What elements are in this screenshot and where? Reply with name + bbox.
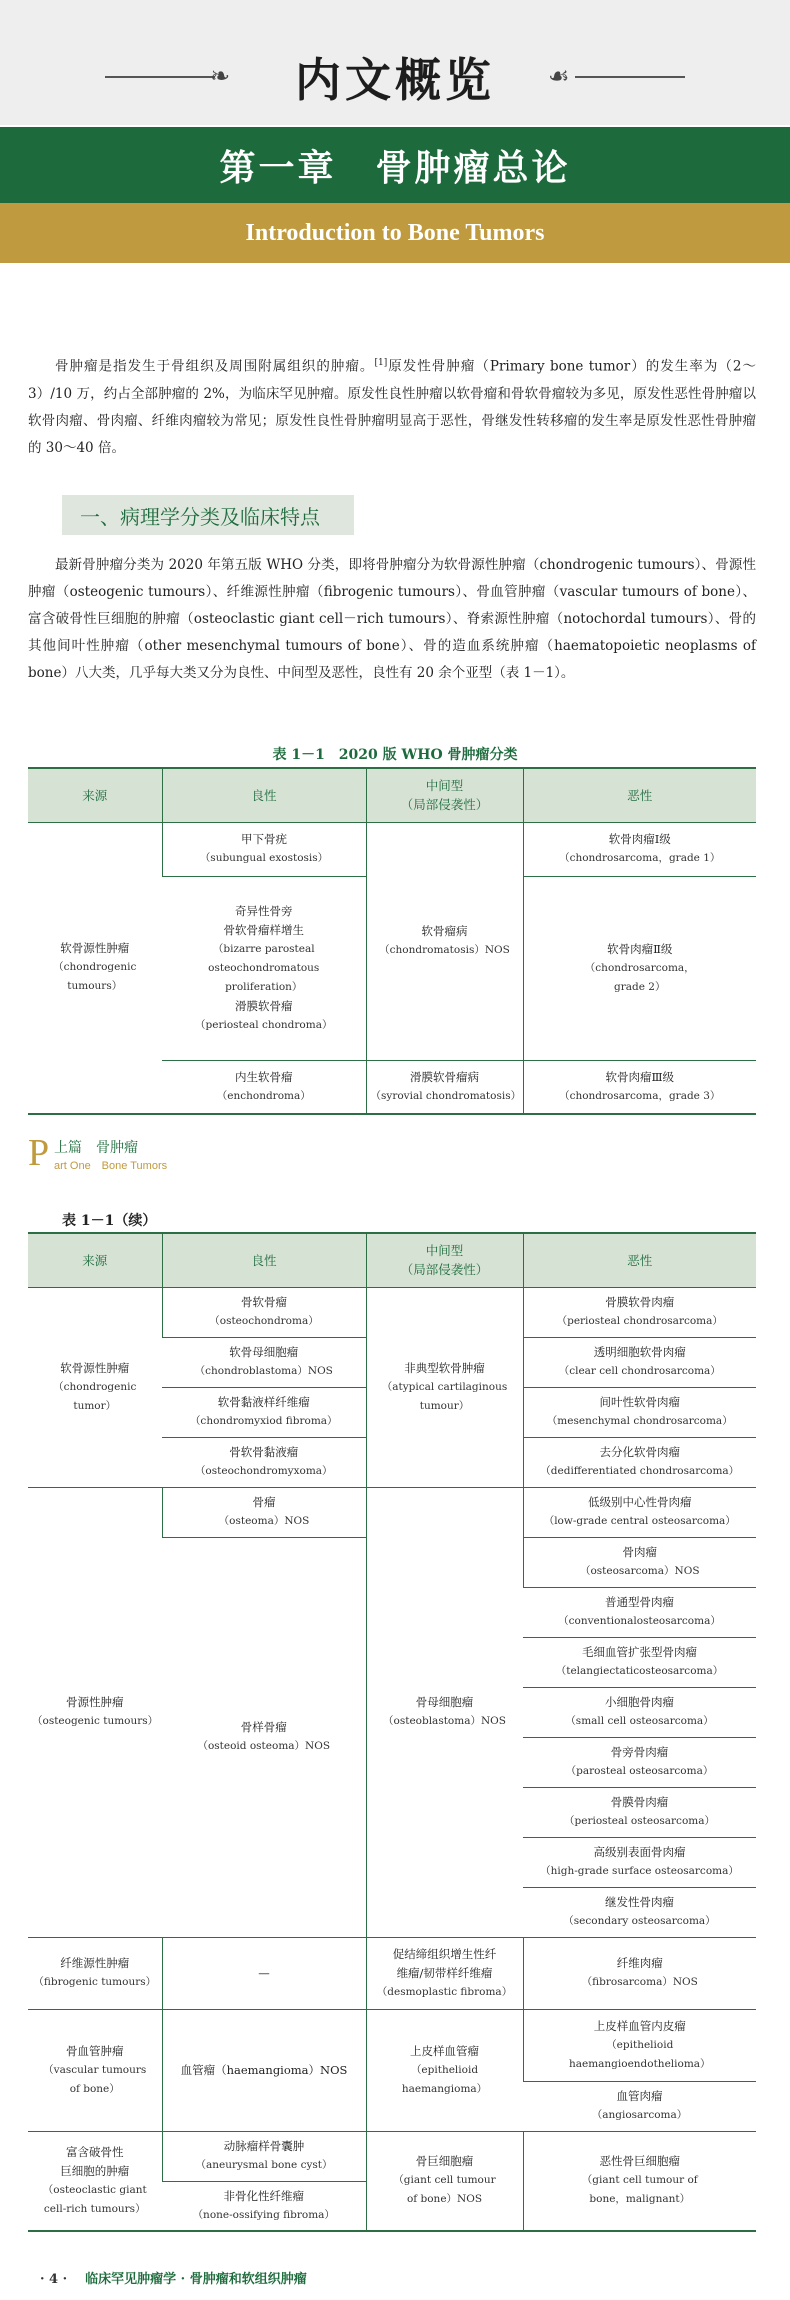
cell-cn: 骨软骨黏液瘤 xyxy=(229,1445,299,1459)
cell-cn: 上皮样血管内皮瘤 xyxy=(593,2018,686,2033)
cell-cn: 去分化软骨肉瘤 xyxy=(599,1445,680,1459)
cell-en: proliferation） xyxy=(225,980,303,993)
malignant-cell xyxy=(523,1787,756,1837)
cell-en: （chondrogenic tumours） xyxy=(53,961,137,993)
malignant-cell xyxy=(523,1487,756,1537)
col-intermediate xyxy=(366,1233,523,1287)
cell-cn: 骨软骨瘤 xyxy=(241,1295,287,1309)
page-title: 内文概览 xyxy=(295,53,495,107)
cell-cn: 巨细胞的肿瘤 xyxy=(60,2163,130,2178)
cell-en: （aneurysmal bone cyst） xyxy=(195,2159,333,2171)
col-benign: 良性 xyxy=(162,768,366,822)
cell-en: （conventionalosteosarcoma） xyxy=(558,1615,721,1627)
cell-en: haemangioma） xyxy=(401,2082,488,2095)
cell-en: of bone） xyxy=(69,2082,120,2095)
malignant-cell xyxy=(523,1687,756,1737)
cell-cn: 间叶性软骨肉瘤 xyxy=(599,1395,680,1409)
cell-cn: 动脉瘤样骨囊肿 xyxy=(223,2139,305,2153)
chapter-band xyxy=(0,127,790,203)
malignant-cell xyxy=(523,1337,756,1387)
cell-cn: 内生软骨瘤 xyxy=(235,1069,293,1084)
intermediate-cell xyxy=(366,2131,523,2231)
table-row xyxy=(28,1937,756,2009)
malignant-cell xyxy=(523,2081,756,2131)
intermediate-cell xyxy=(366,2009,523,2131)
cell-en: （syrovial chondromatosis） xyxy=(370,1089,522,1102)
malignant-cell xyxy=(523,1637,756,1687)
malignant-cell xyxy=(523,2131,756,2231)
benign-cell: — xyxy=(162,1937,366,2009)
cell-en: （periosteal chondroma） xyxy=(195,1018,333,1031)
cell-cn: 纤维肉瘤 xyxy=(616,1956,663,1970)
cell-cn: 软骨母细胞瘤 xyxy=(229,1345,299,1359)
benign-cell xyxy=(162,1487,366,1537)
cell-cn: 骨母细胞瘤 xyxy=(415,1695,474,1709)
cell-en: （atypical cartilaginous xyxy=(381,1380,508,1393)
cell-en: （vascular tumours xyxy=(43,2063,147,2076)
page-number: · 4 · xyxy=(40,2272,68,2287)
intro-text: 骨肿瘤是指发生于骨组织及周围附属组织的肿瘤。 xyxy=(55,358,375,375)
section-heading: 一、病理学分类及临床特点 xyxy=(62,495,354,535)
intro-text-cont: 原发性骨肿瘤（Primary bone tumor）的发生率为（2～3）/10 万，约占全部肿瘤的 2%，为临床罕见肿瘤。原发性良性肿瘤以软骨瘤和骨软骨瘤较为多见，原发性恶性骨肿瘤以软骨肉瘤、骨肉瘤、纤维肉瘤较为常见；原发性良性骨肿瘤明显高于恶性，骨继发性转移瘤的发生率是原发性恶性骨肿瘤的 30～40 倍。 xyxy=(28,358,756,456)
cell-cn: 骨旁骨肉瘤 xyxy=(610,1745,669,1759)
intermediate-cell xyxy=(366,822,523,1060)
cell-en: （enchondroma） xyxy=(216,1089,311,1102)
malignant-cell xyxy=(523,822,756,876)
cell-en: （osteoblastoma）NOS xyxy=(383,1715,506,1727)
source-cell xyxy=(28,822,162,1114)
cell-cn: 纤维源性肿瘤 xyxy=(60,1956,130,1970)
chapter-title: 第一章 骨肿瘤总论 xyxy=(219,146,571,189)
cell-cn: 软骨源性肿瘤 xyxy=(60,941,130,956)
source-cell xyxy=(28,1287,162,1487)
intermediate-cell xyxy=(366,1060,523,1114)
cell-en: （chondromatosis）NOS xyxy=(379,944,510,956)
cell-cn: 滑膜软骨瘤 xyxy=(235,998,293,1013)
cell-cn: 骨血管肿瘤 xyxy=(66,2043,124,2058)
cell-cn: 骨源性肿瘤 xyxy=(66,1695,124,1709)
cell-cn: 富含破骨性 xyxy=(66,2144,124,2159)
col-intermediate-label: 中间型 xyxy=(425,1243,464,1259)
col-benign: 良性 xyxy=(162,1233,366,1287)
cell-cn: 透明细胞软骨肉瘤 xyxy=(593,1345,686,1359)
malignant-cell xyxy=(523,2009,756,2081)
cell-cn: 甲下骨疣 xyxy=(241,832,287,846)
intermediate-cell xyxy=(366,1937,523,2009)
cell-cn: 骨肉瘤 xyxy=(622,1545,657,1559)
table-row xyxy=(28,1487,756,1537)
cell-cn: 软骨黏液样纤维瘤 xyxy=(217,1395,310,1409)
cell-cn: 继发性骨肉瘤 xyxy=(605,1895,674,1909)
cell-en: （fibrosarcoma）NOS xyxy=(581,1976,698,1988)
benign-cell xyxy=(162,876,366,1060)
malignant-cell xyxy=(523,1387,756,1437)
cell-en: （chondrosarcoma， xyxy=(584,961,695,974)
cell-en: （bizarre parosteal xyxy=(212,942,315,955)
benign-cell xyxy=(162,822,366,876)
intermediate-cell xyxy=(366,1287,523,1487)
book-title: 临床罕见肿瘤学 · 骨肿瘤和软组织肿瘤 xyxy=(85,2272,307,2287)
cell-cn: 骨瘤 xyxy=(252,1495,276,1509)
cell-en: osteochondromatous xyxy=(208,961,320,974)
cell-en: （subungual exostosis） xyxy=(199,852,329,864)
malignant-cell xyxy=(523,1737,756,1787)
table-caption-cont: 表 1－1（续） xyxy=(62,1213,157,1229)
cell-en: （fibrogenic tumours） xyxy=(33,1976,157,1988)
cell-cn: 小细胞骨肉瘤 xyxy=(605,1695,674,1709)
part-letter: P xyxy=(28,1132,50,1174)
cell-en: （chondroblastoma）NOS xyxy=(194,1365,333,1377)
cell-en: （periosteal osteosarcoma） xyxy=(564,1815,715,1827)
cell-en: （secondary osteosarcoma） xyxy=(563,1915,716,1927)
benign-cell xyxy=(162,1337,366,1387)
cell-cn: 促结缔组织增生性纤 xyxy=(392,1946,497,1961)
table-row xyxy=(28,2009,756,2081)
source-cell xyxy=(28,1487,162,1937)
malignant-cell xyxy=(523,1437,756,1487)
classification-paragraph: 最新骨肿瘤分类为 2020 年第五版 WHO 分类，即将骨肿瘤分为软骨源性肿瘤（chondrogenic tumours）、骨源性肿瘤（osteogenic tumours）、纤维源性肿瘤（fibrogenic tumours）、骨血管肿瘤（vascular tumours of bone）、富含破骨性巨细胞的肿瘤（osteoclastic giant cell－rich tumours）、脊索源性肿瘤（notochordal tumours）、骨的其他间叶性肿瘤（other mesenchymal tumours of bone）、骨的造血系统肿瘤（haematopoietic neoplasms of bone）八大类，几乎每大类又分为良性、中间型及恶性，良性有 20 余个亚型（表 1－1）。 xyxy=(28,557,756,681)
cell-en: （high-grade surface osteosarcoma） xyxy=(540,1865,739,1877)
cell-en: （telangiectaticosteosarcoma） xyxy=(555,1665,724,1677)
col-source: 来源 xyxy=(28,768,162,822)
cell-cn: 非骨化性纤维瘤 xyxy=(223,2188,304,2203)
cell-cn: 骨膜骨肉瘤 xyxy=(610,1795,669,1809)
page-footer xyxy=(40,2268,307,2287)
cell-cn: 骨软骨瘤样增生 xyxy=(223,922,304,937)
benign-cell xyxy=(162,1060,366,1114)
cell-en: （small cell osteosarcoma） xyxy=(565,1715,714,1727)
cell-en: （osteogenic tumours） xyxy=(32,1715,159,1727)
col-intermediate-sub: （局部侵袭性） xyxy=(400,797,489,813)
cell-cn: 骨样骨瘤 xyxy=(240,1720,287,1734)
part-title-cn: 上篇 骨肿瘤 xyxy=(54,1140,138,1156)
who-table-part1 xyxy=(28,767,756,1115)
cell-en: （epithelioid xyxy=(410,2063,479,2076)
cell-en: （chondrosarcoma，grade 1） xyxy=(559,852,721,864)
malignant-cell xyxy=(523,1287,756,1337)
benign-cell xyxy=(162,1387,366,1437)
col-intermediate-sub: （局部侵袭性） xyxy=(400,1262,489,1278)
part-title-en: art One Bone Tumors xyxy=(54,1160,168,1172)
cell-cn: 维瘤/韧带样纤维瘤 xyxy=(396,1965,493,1980)
cell-en: （periosteal chondrosarcoma） xyxy=(556,1315,723,1327)
cell-en: （low-grade central osteosarcoma） xyxy=(543,1515,736,1527)
chapter-subtitle-en: Introduction to Bone Tumors xyxy=(245,219,545,246)
benign-cell xyxy=(162,2181,366,2231)
cell-en: （mesenchymal chondrosarcoma） xyxy=(546,1415,733,1427)
cell-en: bone，malignant） xyxy=(589,2193,691,2206)
cell-en: （clear cell chondrosarcoma） xyxy=(558,1365,721,1377)
subtitle-band xyxy=(0,203,790,263)
cell-cn: 奇异性骨旁 xyxy=(235,903,293,918)
col-malignant: 恶性 xyxy=(523,1233,756,1287)
cell-cn: 软骨源性肿瘤 xyxy=(60,1360,130,1375)
cell-en: （osteoma）NOS xyxy=(218,1515,310,1527)
malignant-cell xyxy=(523,1587,756,1637)
malignant-cell xyxy=(523,1837,756,1887)
cell-en: （chondrosarcoma，grade 3） xyxy=(559,1089,721,1102)
cell-en: of bone）NOS xyxy=(406,2193,483,2206)
benign-cell xyxy=(162,2131,366,2181)
table-caption: 表 1－1 2020 版 WHO 骨肿瘤分类 xyxy=(272,747,518,763)
cell-cn: 软骨肉瘤Ⅲ级 xyxy=(605,1069,675,1084)
cell-cn: 上皮样血管瘤 xyxy=(410,2043,479,2058)
malignant-cell xyxy=(523,876,756,1060)
cell-en: （giant cell tumour xyxy=(393,2174,496,2187)
table-row xyxy=(28,2131,756,2181)
citation-ref[interactable]: [1] xyxy=(374,358,388,368)
malignant-cell xyxy=(523,1937,756,2009)
benign-cell xyxy=(162,1437,366,1487)
flourish-right-icon: ☙ xyxy=(548,62,570,90)
who-table-part2 xyxy=(28,1232,756,2232)
malignant-cell xyxy=(523,1887,756,1937)
source-cell xyxy=(28,1937,162,2009)
cell-cn: 软骨肉瘤Ⅰ级 xyxy=(608,832,671,846)
intermediate-cell xyxy=(366,1487,523,1937)
flourish-left-icon: ❧ xyxy=(210,62,231,90)
cell-en: （parosteal osteosarcoma） xyxy=(565,1765,714,1777)
cell-cn: 骨巨细胞瘤 xyxy=(415,2154,474,2169)
source-cell xyxy=(28,2131,162,2231)
cell-en: （osteochondromyxoma） xyxy=(194,1465,333,1477)
table-header-row xyxy=(28,1233,756,1287)
cell-en: （desmoplastic fibroma） xyxy=(376,1985,513,1998)
cell-cn: 毛细血管扩张型骨肉瘤 xyxy=(582,1645,697,1659)
cell-en: （none-ossifying fibroma） xyxy=(192,2208,335,2221)
cell-en: （epithelioid xyxy=(606,2038,674,2051)
cell-en: （dedifferentiated chondrosarcoma） xyxy=(540,1465,740,1477)
cell-cn: 非典型软骨肿瘤 xyxy=(404,1360,485,1375)
malignant-cell xyxy=(523,1537,756,1587)
cell-cn: 高级别表面骨肉瘤 xyxy=(593,1845,686,1859)
benign-cell: 血管瘤（haemangioma）NOS xyxy=(162,2009,366,2131)
cell-cn: 滑膜软骨瘤病 xyxy=(410,1069,479,1084)
cell-en: （angiosarcoma） xyxy=(591,2109,688,2121)
cell-cn: 低级别中心性骨肉瘤 xyxy=(588,1495,692,1509)
cell-en: （osteochondroma） xyxy=(209,1315,319,1327)
table-row xyxy=(28,1287,756,1337)
cell-cn: 血管肉瘤 xyxy=(616,2089,663,2103)
cell-en: （giant cell tumour of xyxy=(581,2174,698,2187)
cell-en: （osteosarcoma）NOS xyxy=(579,1565,700,1577)
benign-cell xyxy=(162,1287,366,1337)
cell-cn: 软骨瘤病 xyxy=(421,924,468,938)
cell-en: （osteoclastic giant xyxy=(42,2183,147,2196)
cell-cn: 恶性骨巨细胞瘤 xyxy=(599,2154,680,2169)
intro-paragraph xyxy=(28,350,756,462)
col-malignant: 恶性 xyxy=(523,768,756,822)
cell-en: （chondromyxiod fibroma） xyxy=(189,1415,338,1427)
cell-en: tumour） xyxy=(419,1399,470,1412)
table-header-row xyxy=(28,768,756,822)
cell-cn: 骨膜软骨肉瘤 xyxy=(605,1295,675,1309)
cell-en: （osteoid osteoma）NOS xyxy=(197,1740,331,1752)
malignant-cell xyxy=(523,1060,756,1114)
benign-cell xyxy=(162,1537,366,1937)
cell-en: cell-rich tumours） xyxy=(43,2202,146,2215)
table-row xyxy=(28,822,756,876)
col-intermediate xyxy=(366,768,523,822)
source-cell xyxy=(28,2009,162,2131)
col-source: 来源 xyxy=(28,1233,162,1287)
cell-cn: 普通型骨肉瘤 xyxy=(605,1595,674,1609)
cell-en: tumor） xyxy=(73,1399,117,1412)
cell-en: haemangioendothelioma） xyxy=(568,2057,711,2070)
col-intermediate-label: 中间型 xyxy=(425,778,464,794)
cell-en: （chondrogenic xyxy=(53,1380,137,1393)
cell-cn: 软骨肉瘤Ⅱ级 xyxy=(607,941,673,956)
cell-en: grade 2） xyxy=(614,980,666,993)
